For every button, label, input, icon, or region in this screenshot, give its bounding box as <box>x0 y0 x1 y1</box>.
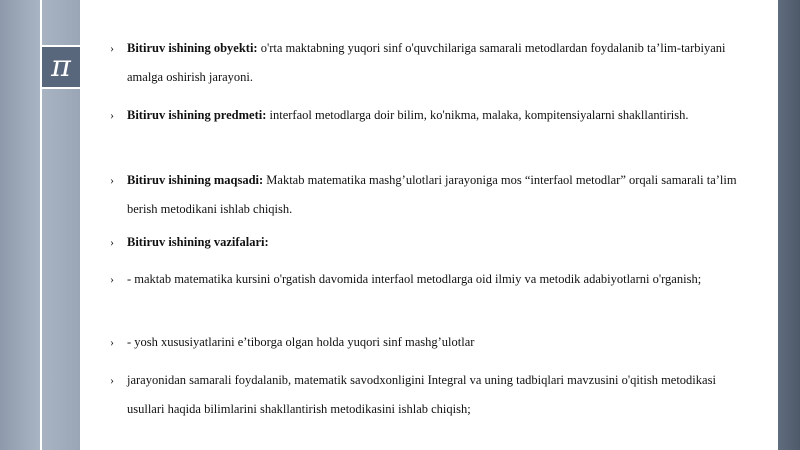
bullet-arrow-icon: › <box>110 235 114 249</box>
bullet-arrow-icon: › <box>110 108 114 122</box>
list-item-text <box>127 166 750 224</box>
list-item-heading: Bitiruv ishining obyekti: <box>127 41 258 55</box>
list-item-obyekt <box>110 34 750 92</box>
slide-content <box>80 0 778 450</box>
list-item-text <box>127 101 750 130</box>
pi-symbol: π <box>51 49 71 84</box>
list-item-body: o'rta maktabning yuqori sinf o'quvchilariga samarali metodlardan foydalanib ta’lim-tarbiyani amalga oshirish jarayoni. <box>127 41 726 84</box>
pi-icon <box>42 47 80 87</box>
list-item-body: Maktab matematika mashg’ulotlari jarayoniga mos “interfaol metodlar” orqali samarali ta’lim berish metodikani ishlab chiqish. <box>127 173 737 216</box>
list-item-text <box>127 265 750 294</box>
list-item-heading: Bitiruv ishining predmeti: <box>127 108 267 122</box>
list-item-text <box>127 34 750 92</box>
bullet-arrow-icon: › <box>110 41 114 55</box>
bullet-arrow-icon: › <box>110 335 114 349</box>
pi-bottom-rule <box>42 87 80 89</box>
list-item-task-3 <box>110 366 750 424</box>
list-item-body: - maktab matematika kursini o'rgatish davomida interfaol metodlarga oid ilmiy va metodik adabiyotlarni o'rganish; <box>127 272 702 286</box>
list-item-text <box>127 328 750 357</box>
list-item-predmet <box>110 101 750 130</box>
list-item-body: interfaol metodlarga doir bilim, ko'nikma, malaka, kompitensiyalarni shakllantirish. <box>266 108 689 122</box>
list-item-text <box>127 228 750 257</box>
right-decorative-bar <box>778 0 800 450</box>
list-item-vazifalar <box>110 228 750 257</box>
list-item-heading: Bitiruv ishining vazifalari: <box>127 235 269 249</box>
list-item-maqsad <box>110 166 750 224</box>
list-item-body: - yosh xususiyatlarini e’tiborga olgan holda yuqori sinf mashg’ulotlar <box>127 335 475 349</box>
bullet-arrow-icon: › <box>110 173 114 187</box>
bullet-arrow-icon: › <box>110 373 114 387</box>
list-item-task-2 <box>110 328 750 357</box>
list-item-text <box>127 366 750 424</box>
list-item-body: jarayonidan samarali foydalanib, matematik savodxonligini Integral va uning tadbiqlari mavzusini o'qitish metodikasi usullari haqida bilimlarini shakllantirish metodikasini ishlab chiqish; <box>127 373 716 416</box>
bullet-arrow-icon: › <box>110 272 114 286</box>
list-item-task-1 <box>110 265 750 294</box>
list-item-heading: Bitiruv ishining maqsadi: <box>127 173 264 187</box>
